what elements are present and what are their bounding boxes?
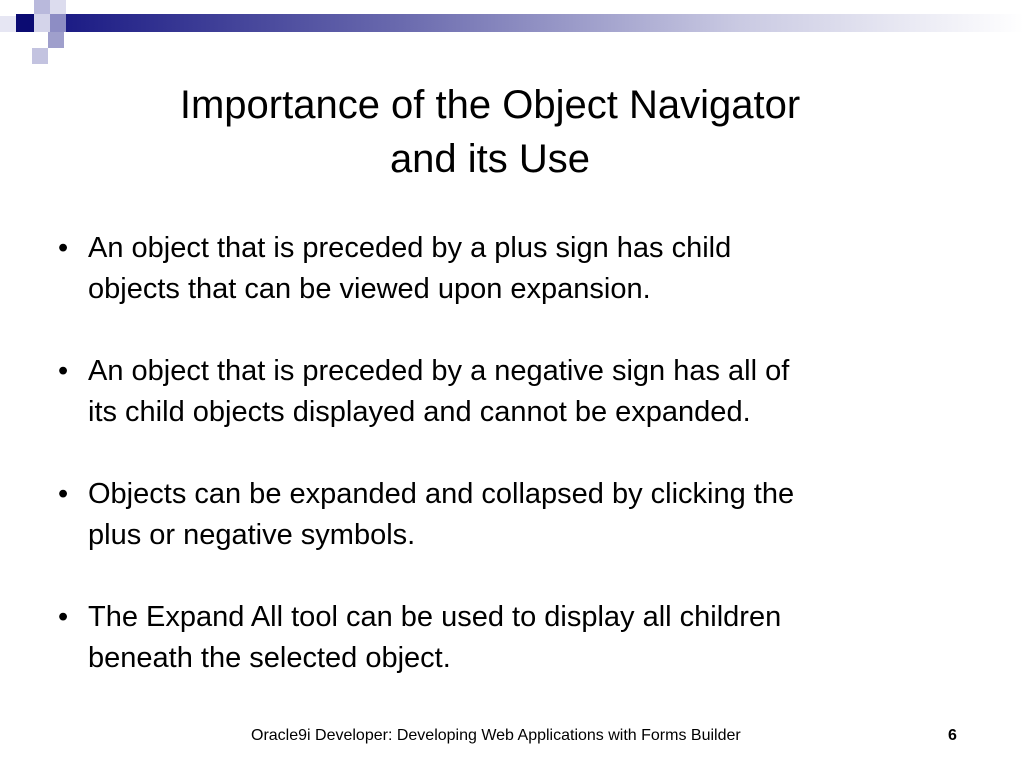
- bullet-line: plus or negative symbols.: [88, 519, 416, 551]
- bullet-item: [58, 228, 958, 310]
- header-gradient-bar: [66, 14, 1024, 32]
- title-line: Importance of the Object Navigator: [179, 83, 801, 127]
- bullet-line: its child objects displayed and cannot be expanded.: [88, 396, 751, 428]
- slide-title: [0, 78, 980, 186]
- bullet-item: [58, 597, 958, 679]
- bullet-line: An object that is preceded by a negative sign has all of: [88, 355, 790, 387]
- bullet-line: An object that is preceded by a plus sign has child: [88, 232, 732, 264]
- decor-square: [50, 14, 66, 32]
- bullet-icon: •: [58, 355, 69, 387]
- bullet-item: [58, 351, 958, 433]
- bullet-line: beneath the selected object.: [88, 642, 451, 674]
- header-decoration: [0, 0, 1024, 48]
- bullet-item: [58, 474, 958, 556]
- title-line: and its Use: [389, 137, 591, 181]
- bullet-list: [58, 228, 958, 720]
- decor-square: [34, 14, 50, 32]
- bullet-icon: •: [58, 601, 69, 633]
- bullet-line: The Expand All tool can be used to display all children: [88, 601, 782, 633]
- bullet-icon: •: [58, 478, 69, 510]
- decor-square: [16, 14, 34, 32]
- decor-square: [0, 16, 16, 32]
- bullet-line: objects that can be viewed upon expansion.: [88, 273, 651, 305]
- footer-text: Oracle9i Developer: Developing Web Applications with Forms Builder: [251, 727, 741, 744]
- page-number: 6: [948, 727, 957, 744]
- decor-square: [48, 32, 64, 48]
- bullet-line: Objects can be expanded and collapsed by clicking the: [88, 478, 795, 510]
- bullet-icon: •: [58, 232, 69, 264]
- decor-square: [32, 48, 48, 64]
